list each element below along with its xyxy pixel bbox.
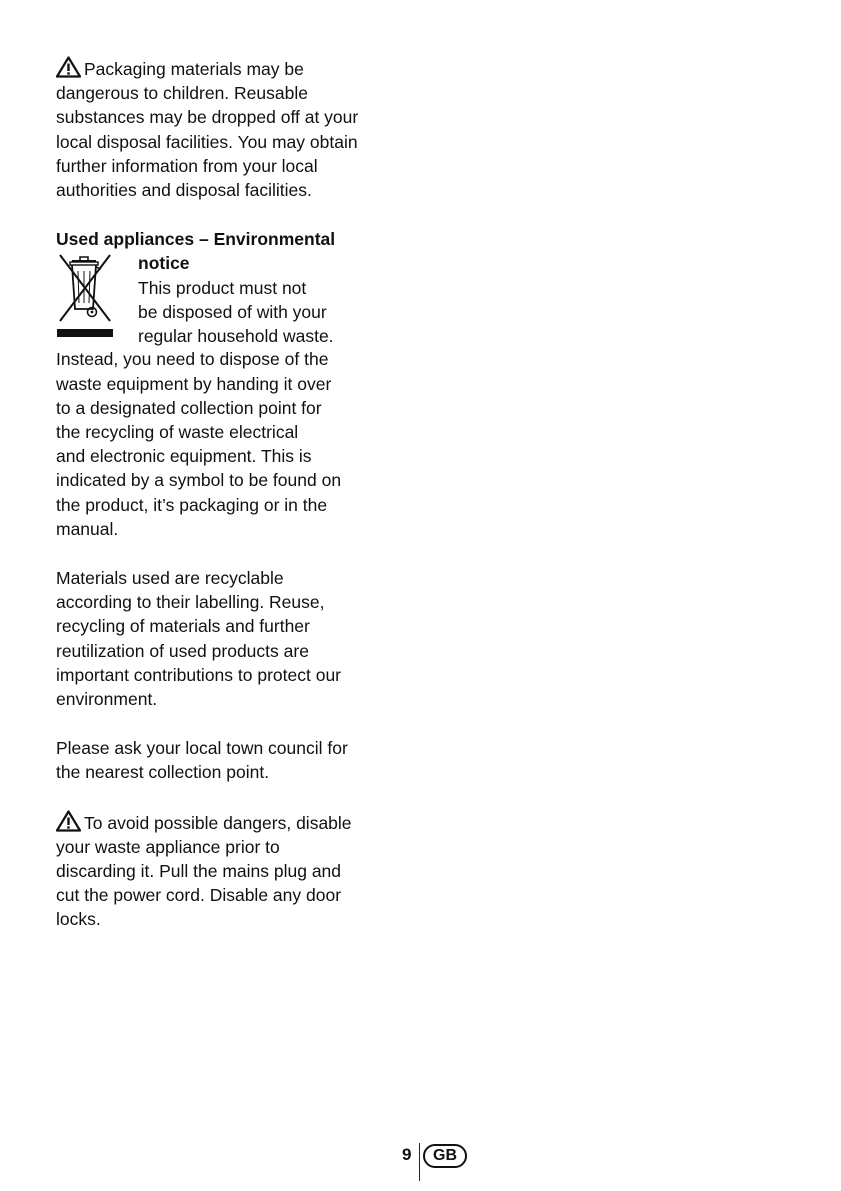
collection-line: the nearest collection point. (56, 762, 270, 783)
notice-line: the product, it’s packaging or in the (56, 494, 328, 515)
collection-line: Please ask your local town council for (56, 738, 348, 759)
materials-paragraph (56, 566, 416, 711)
document-body (56, 56, 416, 957)
notice-side-line: be disposed of with your (138, 301, 327, 322)
notice-line: waste equipment by handing it over (56, 373, 332, 394)
notice-side-line: regular household waste. (138, 326, 334, 347)
notice-line: the recycling of waste electrical (56, 422, 299, 443)
notice-line: to a designated collection point for (56, 397, 322, 418)
packaging-warning-line: dangerous to children. Reusable (56, 83, 308, 104)
materials-line: according to their labelling. Reuse, (56, 592, 325, 613)
disable-warning-line: locks. (56, 909, 101, 930)
warning-triangle-icon (56, 810, 81, 832)
disable-warning-line: your waste appliance prior to (56, 836, 280, 857)
materials-line: recycling of materials and further (56, 616, 310, 637)
warning-triangle-icon (56, 56, 81, 78)
disable-warning-line: discarding it. Pull the mains plug and (56, 861, 342, 882)
notice-line: manual. (56, 518, 119, 539)
notice-line: and electronic equipment. This is (56, 446, 312, 467)
disable-warning-paragraph (56, 810, 416, 932)
environmental-notice-section (56, 227, 416, 541)
country-code-badge: GB (423, 1144, 467, 1168)
section-heading-continued: notice (138, 253, 190, 274)
materials-line: environment. (56, 689, 158, 710)
materials-line: important contributions to protect our (56, 664, 342, 685)
collection-paragraph (56, 736, 416, 784)
disable-warning-line: To avoid possible dangers, disable (84, 812, 352, 833)
packaging-warning-line: substances may be dropped off at your (56, 107, 359, 128)
materials-line: reutilization of used products are (56, 640, 309, 661)
packaging-warning-line: local disposal facilities. You may obtain (56, 131, 358, 152)
notice-line: indicated by a symbol to be found on (56, 470, 342, 491)
notice-line: Instead, you need to dispose of the (56, 349, 329, 370)
notice-side-line: This product must not (138, 277, 307, 298)
packaging-warning-line: Packaging materials may be (84, 59, 304, 79)
crossed-out-wheelie-bin-icon (56, 251, 114, 341)
section-heading: Used appliances – Environmental (56, 229, 336, 250)
footer-divider (419, 1143, 420, 1181)
packaging-warning-line: authorities and disposal facilities. (56, 180, 312, 201)
disable-warning-line: cut the power cord. Disable any door (56, 885, 342, 906)
page-footer (402, 1143, 492, 1183)
packaging-warning-line: further information from your local (56, 155, 318, 176)
materials-line: Materials used are recyclable (56, 568, 284, 589)
packaging-warning-paragraph (56, 56, 416, 202)
page-number: 9 (402, 1145, 412, 1164)
